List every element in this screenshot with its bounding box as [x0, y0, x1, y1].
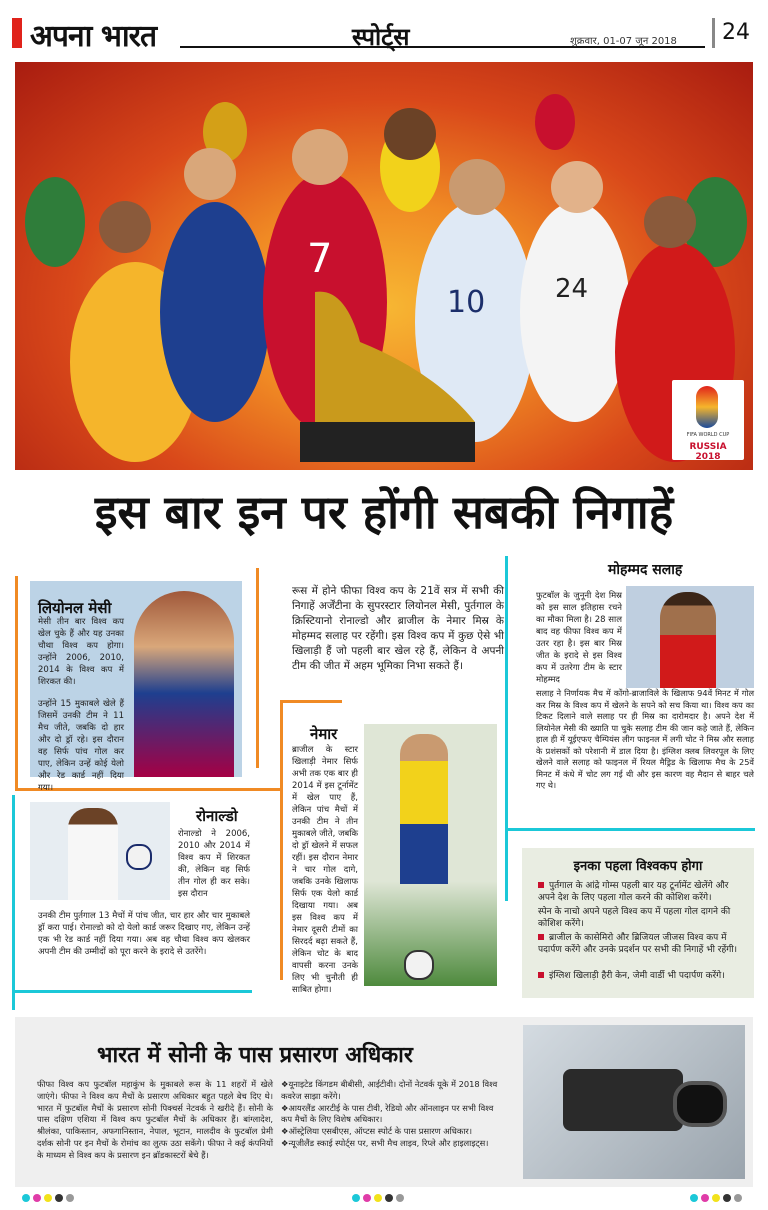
print-marks: [352, 1194, 412, 1204]
bullet-icon: [538, 934, 544, 940]
logo-title: RUSSIA 2018: [689, 442, 727, 462]
messi-text-2: उन्होंने 15 मुकाबले खेले हैं जिसमें उनकी टीम ने 11 मैच जीते, जबकि दो हार और दो ड्रॉ रहे। इस दौरान वह सिर्फ पांच गोल कर पाए, लेकिन उन्हें कोई येलो और रेड कार्ड नहीं दिया गया।: [38, 699, 124, 793]
world-cup-logo: [672, 380, 744, 460]
print-marks: [690, 1194, 750, 1204]
orange-rule: [280, 700, 283, 980]
first-worldcup-title: इनका पहला विश्वकप होगा: [573, 859, 703, 874]
camera-icon: [563, 1069, 683, 1131]
cyan-rule: [505, 828, 755, 831]
print-marks: [22, 1194, 82, 1204]
orange-rule: [256, 568, 259, 768]
brand-accent-bar: [12, 18, 22, 48]
messi-title: लियोनल मेसी: [38, 599, 112, 617]
ronaldo-photo: [30, 802, 170, 900]
cyan-rule: [505, 556, 508, 901]
salah-text-1: फुटबॉल के जुनूनी देश मिस्र को इस साल इतिहास रचने का मौका मिला है। 28 साल बाद वह फीफा विश्व कप में उतर रहा है। इस बार मिस्र जीत के इरादे से इस विश्व कप में उतरेगा टीम के स्टार मोहम्मद: [536, 591, 622, 685]
ronaldo-title: रोनाल्डो: [196, 807, 238, 825]
list-item: इंग्लिश खिलाड़ी हैरी केन, जेमी वार्डी भी पदार्पण करेंगे।: [538, 970, 746, 982]
list-item: ❖न्यूजीलैंड स्काई स्पोर्ट्स पर, सभी मैच लाइव, रिप्ले और हाइलाइट्स।: [281, 1137, 489, 1148]
cyan-rule: [12, 990, 252, 993]
page-divider: [712, 18, 715, 48]
football-icon: [404, 950, 434, 980]
ronaldo-text-2: उनकी टीम पुर्तगाल 13 मैचों में पांच जीत, चार हार और चार मुकाबले ड्रॉ करा पाई। रोनाल्डो को दो येलो कार्ड जरूर दिखाए गए, लेकिन उन्हें एक भी रेड कार्ड नहीं दिया गया। अब वह चौथा विश्व कप खेलकर अपनी टीम की उम्मीदों को पूरा करने के इरादे से उतरेंगे।: [38, 911, 250, 957]
section-title: स्पोर्ट्स: [352, 22, 410, 51]
messi-text-1: मेसी तीन बार विश्व कप खेल चुके हैं और यह उनका चौथा विश्व कप होगा। उन्होंने 2006, 2010, 2014 के विश्व कप में शिरकत की।: [38, 617, 124, 687]
jersey-number: 7: [307, 236, 333, 282]
trophy-icon: [696, 386, 718, 428]
hero-players-image: [15, 62, 753, 470]
salah-text-2: सलाह ने निर्णायक मैच में कोंगो-ब्राजाविले के खिलाफ 94वें मिनट में गोल कर मिस्र के विश्व कप में खेलने के सपने को सच किया था। विश्व कप का टिकट दिलाने वाले सलाह पर ही मिस्र का दारोमदार है। अपने देश में लियोनेल मेसी की ख्याति पा चुके सलाह टीम की जान कहे जाते हैं, लेकिन हाल ही में यूईएफए चैम्पियंस लीग फाइनल में लगी चोट ने मिस्र और सलाह के प्रशंसकों को परेशानी में डाल दिया है। इंग्लिश क्लब लिवरपूल के लिए खेलने वाले सलाह को फाइनल में रियल मैड्रिड के खिलाफ मैच के 25वें मिनट में कंधे में चोट लग गई थी और इस कारण वह मैदान से बाहर चले गए थे।: [536, 688, 754, 790]
jersey-number: 24: [555, 274, 589, 304]
orange-rule: [15, 576, 18, 788]
list-item: स्पेन के नाचो अपने पहले विश्व कप में पहला गोल दागने की कोशिश करेंगे।: [538, 907, 731, 929]
list-item: ❖ऑस्ट्रेलिया एसबीएस, ऑप्टस स्पोर्ट के पास प्रसारण अधिकार।: [281, 1126, 472, 1137]
neymar-title: नेमार: [310, 725, 338, 743]
list-item: पुर्तगाल के आंद्रे गोम्स पहली बार यह टूर्नामेंट खेलेंगे और अपने देश के लिए पहला गोल करने की कोशिश करेंगे।: [538, 881, 729, 903]
bullet-icon: [538, 882, 544, 888]
cyan-rule: [12, 795, 15, 1010]
bullet-icon: [538, 972, 544, 978]
main-headline: इस बार इन पर होंगी सबकी निगाहें: [94, 485, 674, 539]
newspaper-brand: अपना भारत: [30, 19, 157, 54]
salah-photo: [626, 586, 754, 688]
list-item: ❖आयरलैंड आरटीई के पास टीवी, रेडियो और ऑनलाइन पर सभी विश्व कप मैचों के लिए विशेष अधिकार।: [281, 1102, 494, 1125]
tv-camera-photo: [523, 1025, 745, 1179]
first-worldcup-box: [522, 848, 754, 998]
list-item: ❖यूनाइटेड किंगडम बीबीसी, आईटीवी। दोनों नेटवर्क यूके में 2018 विश्व कवरेज साझा करेंगे।: [281, 1079, 498, 1101]
list-item: ब्राजील के कासेमिरो और ब्रिजियल जीजस विश्व कप में पदार्पण करेंगे और उनके प्रदर्शन पर सभी की निगाहें भी रहेंगी।: [538, 933, 738, 955]
intro-paragraph: रूस में होने फीफा विश्व कप के 21वें सत्र में सभी की निगाहें अर्जेंटीना के सुपरस्टार लियोनल मेसी, पुर्तगाल के क्रिस्टियानो रोनाल्डो और ब्राजील के नेमार मिस्र के मोहम्मद सलाह पर रहेंगी। इस विश्व कप में कुछ ऐसे भी खिलाड़ी हैं जो पहली बार खेल रहे हैं, लेकिन वे अपनी टीम की जीत में अहम भूमिका निभा सकते हैं।: [292, 585, 504, 672]
salah-title: मोहम्मद सलाह: [608, 562, 683, 578]
broadcast-title: भारत में सोनी के पास प्रसारण अधिकार: [97, 1043, 413, 1068]
neymar-text: ब्राजील के स्टार खिलाड़ी नेमार सिर्फ अभी तक एक बार ही 2014 में इस टूर्नामेंट में खेल पाए हैं, लेकिन पांच मैचों में उनकी टीम ने तीन मुकाबले जीते, जबकि दो ड्रॉ खेलने में सफल रहीं। इस दौरान नेमार ने चार गोल दागे, जबकि उनके खिलाफ सिर्फ एक येलो कार्ड दिखाया गया। अब इस विश्व कप में नेमार दूसरी टीमों का सिरदर्द बढ़ा सकते हैं, लेकिन चोट के बाद वापसी करना उनके लिए भी चुनौती ही साबित होगा।: [292, 745, 358, 995]
ronaldo-text-1: रोनाल्डो ने 2006, 2010 और 2014 में विश्व कप में शिरकत की, लेकिन वह सिर्फ तीन गोल ही कर सके। इस दौरान: [178, 829, 250, 899]
broadcaster-list: [281, 1079, 505, 1150]
issue-date: शुक्रवार, 01-07 जून 2018: [570, 36, 677, 47]
broadcast-text: फीफा विश्व कप फुटबॉल महाकुंभ के मुकाबले रूस के 11 शहरों में खेले जाएंगे। फीफा ने विश्व कप मैचों के प्रसारण अधिकार बहुत पहले बेच दिए थे। भारत में फुटबॉल मैचों के प्रसारण सोनी पिक्चर्स नेटवर्क ने खरीदे हैं। सोनी के पास दक्षिण एशिया में विश्व कप फुटबॉल मैचों के अधिकार हैं। बांग्लादेश, श्रीलंका, पाकिस्तान, अफगानिस्तान, नेपाल, भूटान, मालदीव के फुटबॉल प्रेमी दर्शक सोनी पर इन मैचों के रोमांच का लुत्फ उठा सकेंगे। फीफा ने कई कंपनियों के माध्यम से विश्व कप के प्रसारण इन ब्रॉडकास्टरों बेचे हैं।: [37, 1079, 273, 1160]
jersey-number: 10: [447, 285, 486, 320]
football-icon: [126, 844, 152, 870]
orange-rule: [280, 700, 342, 703]
logo-caption: FIFA WORLD CUP: [686, 432, 730, 438]
neymar-photo: [364, 724, 497, 986]
hero-illustration: [15, 62, 753, 470]
page-number: 24: [722, 20, 750, 45]
broadcast-box: [15, 1017, 753, 1187]
